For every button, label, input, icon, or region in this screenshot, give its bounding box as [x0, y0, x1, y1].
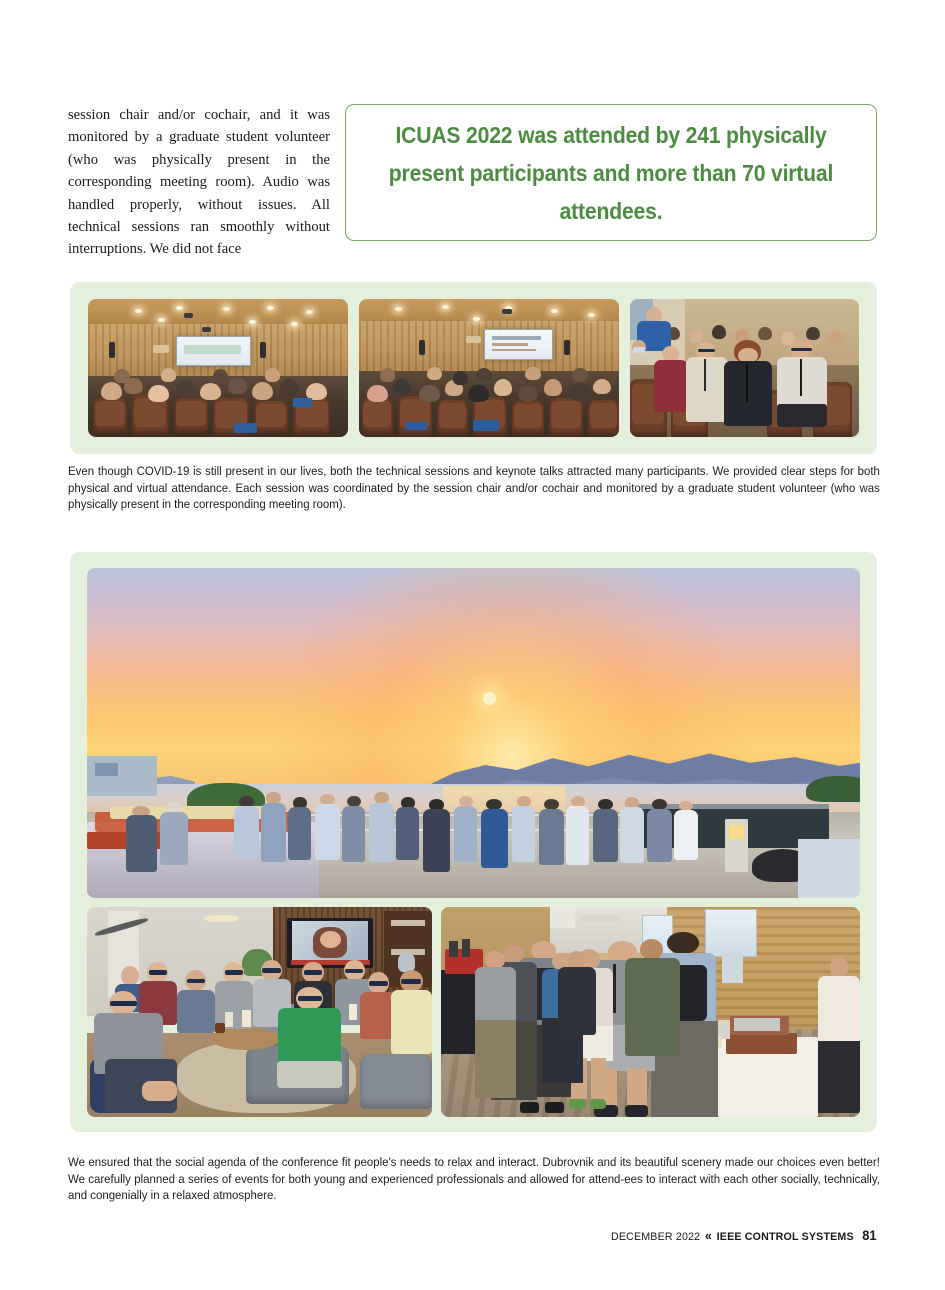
footer-magazine-name: IEEE CONTROL SYSTEMS: [717, 1231, 855, 1243]
figure-caption-social: We ensured that the social agenda of the conference fit people's needs to relax and interact. Dubrovnik and its beautiful scenery made our choices even better! We carefully planned a series of events for both young and experienced professionals and allowed for attend-ees to interact with each other socially, technically, and congenially in a relaxed atmosphere.: [68, 1155, 880, 1203]
pull-quote-box: [345, 104, 877, 241]
footer-date: DECEMBER 2022: [611, 1231, 701, 1243]
figure-panel-social: [70, 552, 877, 1132]
page-footer: [611, 1228, 877, 1243]
photo-sunset-reception: [87, 568, 860, 898]
article-body-text: session chair and/or cochair, and it was monitored by a graduate student volunteer (who was physically present in the corresponding meeting room). Audio was handled properly, without issues. All technical sessions ran smoothly without interruptions. We did not face: [68, 107, 330, 258]
photo-hallway-queue: [441, 907, 860, 1117]
photo-session-hall-1: [88, 299, 348, 437]
double-chevron-left-icon: «: [705, 1228, 713, 1243]
page-number: 81: [862, 1228, 877, 1243]
figure-caption-sessions: Even though COVID-19 is still present in our lives, both the technical sessions and keynote talks attracted many participants. We provided clear steps for both physical and virtual attendance. Each session was coordinated by the session chair and/or cochair and monitored by a graduate student volunteer (who was physically present in the corresponding meeting room).: [68, 464, 880, 512]
photo-session-hall-2: [359, 299, 619, 437]
figure-panel-sessions: [70, 282, 877, 454]
photo-session-audience: [630, 299, 859, 437]
photo-lounge-group: [87, 907, 432, 1117]
pull-quote-text: ICUAS 2022 was attended by 241 physically present participants and more than 70 virtual attendees.: [388, 121, 834, 224]
